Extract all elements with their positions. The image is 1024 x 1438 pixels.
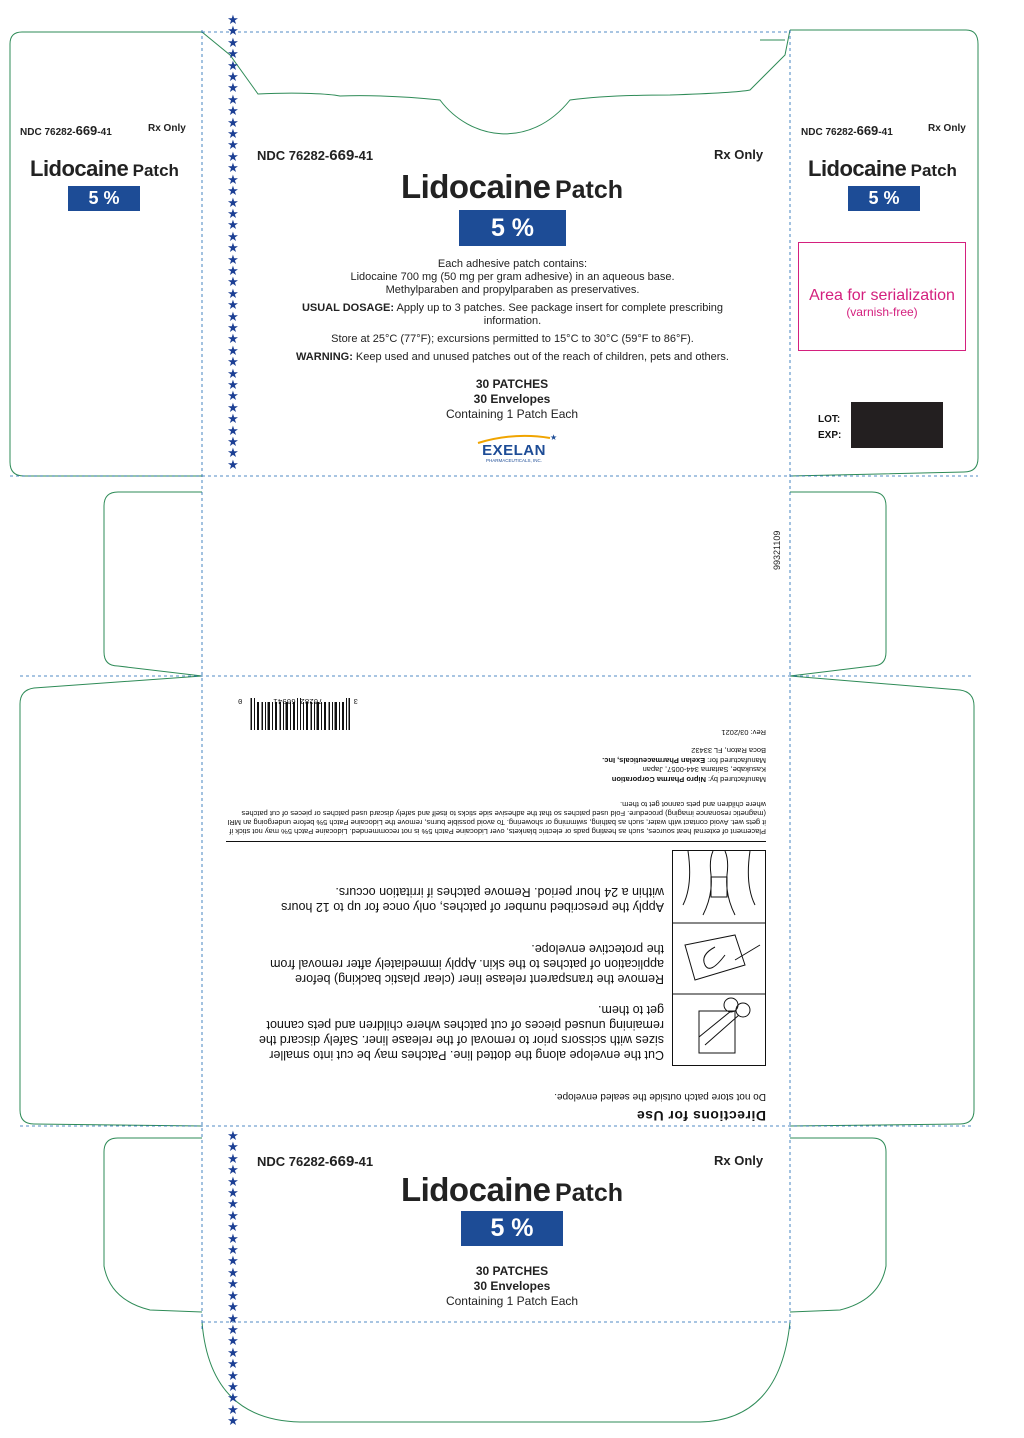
bottom-ndc: NDC 76282-669-41: [257, 1153, 374, 1170]
composition-line-1: Each adhesive patch contains:: [437, 258, 588, 270]
directions-note: Do not store patch outside the sealed envelope.: [554, 1091, 766, 1102]
direction-step-3: Apply the prescribed number of patches, only once for up to 12 hours within a 24 hour period. Remove patches if irritation occurs.: [281, 885, 664, 914]
dosage-text: USUAL DOSAGE: Apply up to 3 patches. See package insert for complete prescribing information.: [301, 302, 724, 327]
direction-step-1: Cut the envelope along the dotted line. Patches may be cut into smaller sizes with scissors prior to removal of the release liner. Safely discard the remaining unused pieces of cut patches where children and pets cannot get to them.: [258, 1003, 664, 1062]
front-brand: Lidocaine Patch: [400, 168, 624, 205]
logo-name: EXELAN: [482, 442, 546, 459]
bottom-strength-badge: 5 %: [461, 1211, 563, 1246]
barcode-digit-left: 3: [353, 696, 358, 704]
bottom-count: [0, 1264, 1024, 1309]
bottom-rx-only: Rx Only: [714, 1153, 764, 1168]
bottom-count-patches: 30 PATCHES: [475, 1264, 549, 1278]
right-brand: Lidocaine Patch: [808, 156, 957, 181]
right-strength-badge: 5 %: [848, 186, 920, 211]
front-ndc: NDC 76282-669-41: [257, 147, 374, 164]
front-rx-only: Rx Only: [714, 147, 764, 162]
back-panel: [222, 688, 770, 1124]
star-strip-top: ★ ★ ★ ★ ★ ★ ★ ★ ★ ★ ★ ★ ★ ★ ★ ★ ★ ★ ★ ★ ★ ★ ★ ★ ★ ★ ★ ★ ★ ★ ★ ★ ★ ★ ★ ★ ★ ★ ★ ★: [227, 12, 239, 472]
bottom-count-envelopes: 30 Envelopes: [473, 1279, 551, 1293]
count-patches: 30 PATCHES: [475, 377, 549, 391]
count-containing: Containing 1 Patch Each: [445, 407, 579, 421]
storage-text: Store at 25°C (77°F); excursions permitted to 15°C to 30°C (59°F to 86°F).: [331, 333, 694, 345]
star-strip-bottom: ★ ★ ★ ★ ★ ★ ★ ★ ★ ★ ★ ★ ★ ★ ★ ★ ★ ★ ★ ★ ★ ★ ★ ★ ★ ★: [227, 1128, 239, 1429]
front-strength-badge: 5 %: [459, 210, 566, 246]
bottom-count-containing: Containing 1 Patch Each: [445, 1294, 579, 1308]
right-rx-only: Rx Only: [928, 123, 966, 134]
direction-step-2: Remove the transparent release liner (clear plastic backing) before application of patches to the skin. Apply immediately after removal from the protective envelope.: [270, 942, 664, 986]
left-ndc: NDC 76282-669-41: [20, 123, 112, 138]
svg-text:★: ★: [550, 433, 558, 442]
vertical-code: 99321109: [772, 530, 782, 570]
front-count: [0, 377, 1024, 422]
barcode-digits: 76282 66941: [273, 696, 323, 704]
right-ndc: NDC 76282-669-41: [801, 123, 893, 138]
fine-print: Placement of external heat sources, such as heating pads or electric blankets, over Lidocaine Patch 5% is not recommended. Lidocaine Patch 5% may not stick if it gets wet. Avoid contact with water, such as bathing, swimming or showering. To avoid possible burns, remove the Lidocaine Patch 5% before undergoing an MRI (magnetic resonance imaging) procedure. Fold used patches so that the adhesive side sticks to itself and safely discard used patches or pieces of cut patches where children and pets cannot get to them.: [227, 800, 766, 836]
logo-sub: PHARMACEUTICALS, INC.: [485, 458, 542, 463]
revision: Rev: 03/2021: [721, 728, 766, 737]
serialization-area: [798, 242, 966, 351]
usage-illustrations-icon: [673, 851, 765, 1065]
barcode-digit-right: 0: [238, 696, 243, 704]
directions-title: Directions for Use: [636, 1108, 766, 1124]
manufacturer-block: Manufactured by: Nipro Pharma Corporation Kasukabe, Saitama 344-0057, Japan Manufactured for: Exelan Pharmaceuticals, Inc. Boca Raton, FL 33432: [602, 746, 766, 784]
composition-line-2: Lidocaine 700 mg (50 mg per gram adhesive) in an aqueous base.: [350, 271, 675, 283]
left-rx-only: Rx Only: [148, 123, 186, 134]
composition-line-3: Methylparaben and propylparaben as preservatives.: [385, 284, 640, 296]
serialization-note: (varnish-free): [846, 305, 918, 319]
left-brand: Lidocaine Patch: [30, 156, 179, 181]
count-envelopes: 30 Envelopes: [473, 392, 551, 406]
exelan-logo: [472, 434, 556, 463]
illustration-frame: [672, 850, 766, 1066]
exp-label: EXP:: [818, 430, 842, 441]
warning-text: WARNING: Keep used and unused patches out of the reach of children, pets and others.: [296, 351, 729, 363]
divider: [226, 841, 766, 842]
bottom-brand: Lidocaine Patch: [400, 1171, 624, 1208]
left-strength-badge: 5 %: [68, 186, 140, 211]
lot-label: LOT:: [818, 414, 841, 425]
barcode: [238, 690, 358, 730]
composition-block: [260, 258, 765, 297]
serialization-title: Area for serialization: [809, 287, 955, 304]
